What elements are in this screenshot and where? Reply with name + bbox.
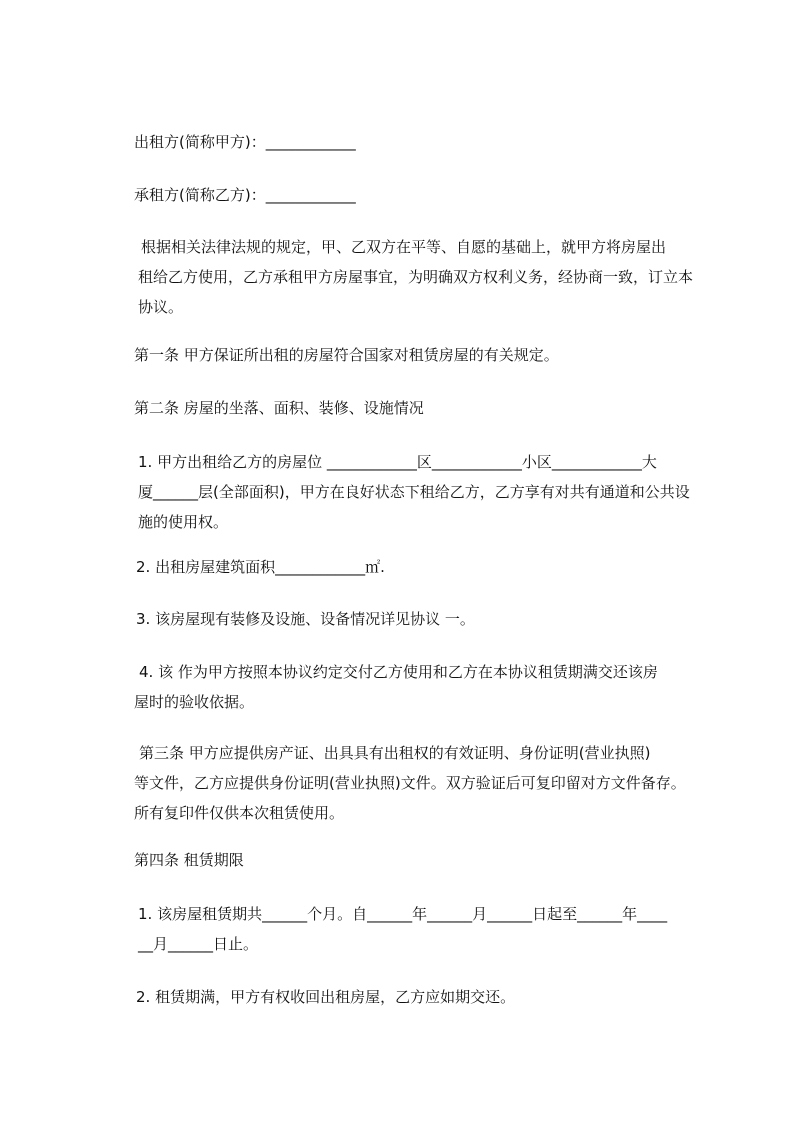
item-4-1-line-1: 1. 该房屋租赁期共______个月。自______年______月______日起至______年____ xyxy=(138,905,668,923)
lessor-line: 出租方(简称甲方)：____________ xyxy=(134,133,356,151)
item-2-1-line-3: 施的使用权。 xyxy=(138,513,229,531)
article-3 xyxy=(134,738,704,828)
item-4-1-line-2: __月______日止。 xyxy=(138,935,259,953)
article-3-line-1: 第三条 甲方应提供房产证、出具具有出租权的有效证明、身份证明(营业执照) xyxy=(139,744,651,762)
item-2-4 xyxy=(134,657,704,717)
lessee-line: 承租方(简称乙方)：____________ xyxy=(134,186,356,204)
item-2-4-line-2: 屋时的验收依据。 xyxy=(134,693,255,711)
intro-line-3: 协议。 xyxy=(138,298,184,316)
article-1: 第一条 甲方保证所出租的房屋符合国家对租赁房屋的有关规定。 xyxy=(134,346,559,364)
item-2-3: 3. 该房屋现有装修及设施、设备情况详见协议 一。 xyxy=(136,610,475,628)
item-2-2: 2. 出租房屋建筑面积____________㎡. xyxy=(136,558,385,576)
item-2-4-line-1: 4. 该 作为甲方按照本协议约定交付乙方使用和乙方在本协议租赁期满交还该房 xyxy=(139,663,658,681)
item-2-1 xyxy=(138,447,708,537)
item-2-1-line-1: 1. 甲方出租给乙方的房屋位 ____________区____________小区____________大 xyxy=(138,453,657,471)
intro-line-1: 根据相关法律法规的规定，甲、乙双方在平等、自愿的基础上，就甲方将房屋出 xyxy=(141,238,667,256)
item-4-2: 2. 租赁期满，甲方有权收回出租房屋，乙方应如期交还。 xyxy=(136,988,516,1006)
article-4-title: 第四条 租赁期限 xyxy=(134,851,244,869)
intro-paragraph xyxy=(138,232,708,322)
article-3-line-2: 等文件，乙方应提供身份证明(营业执照)文件。双方验证后可复印留对方文件备存。 xyxy=(134,774,686,792)
item-4-1 xyxy=(138,899,708,959)
article-3-line-3: 所有复印件仅供本次租赁使用。 xyxy=(134,804,345,822)
article-2-title: 第二条 房屋的坐落、面积、装修、设施情况 xyxy=(134,399,424,417)
intro-line-2: 租给乙方使用，乙方承租甲方房屋事宜，为明确双方权利义务，经协商一致，订立本 xyxy=(138,268,694,286)
item-2-1-line-2: 厦______层(全部面积)，甲方在良好状态下租给乙方，乙方享有对共有通道和公共设 xyxy=(138,483,690,501)
